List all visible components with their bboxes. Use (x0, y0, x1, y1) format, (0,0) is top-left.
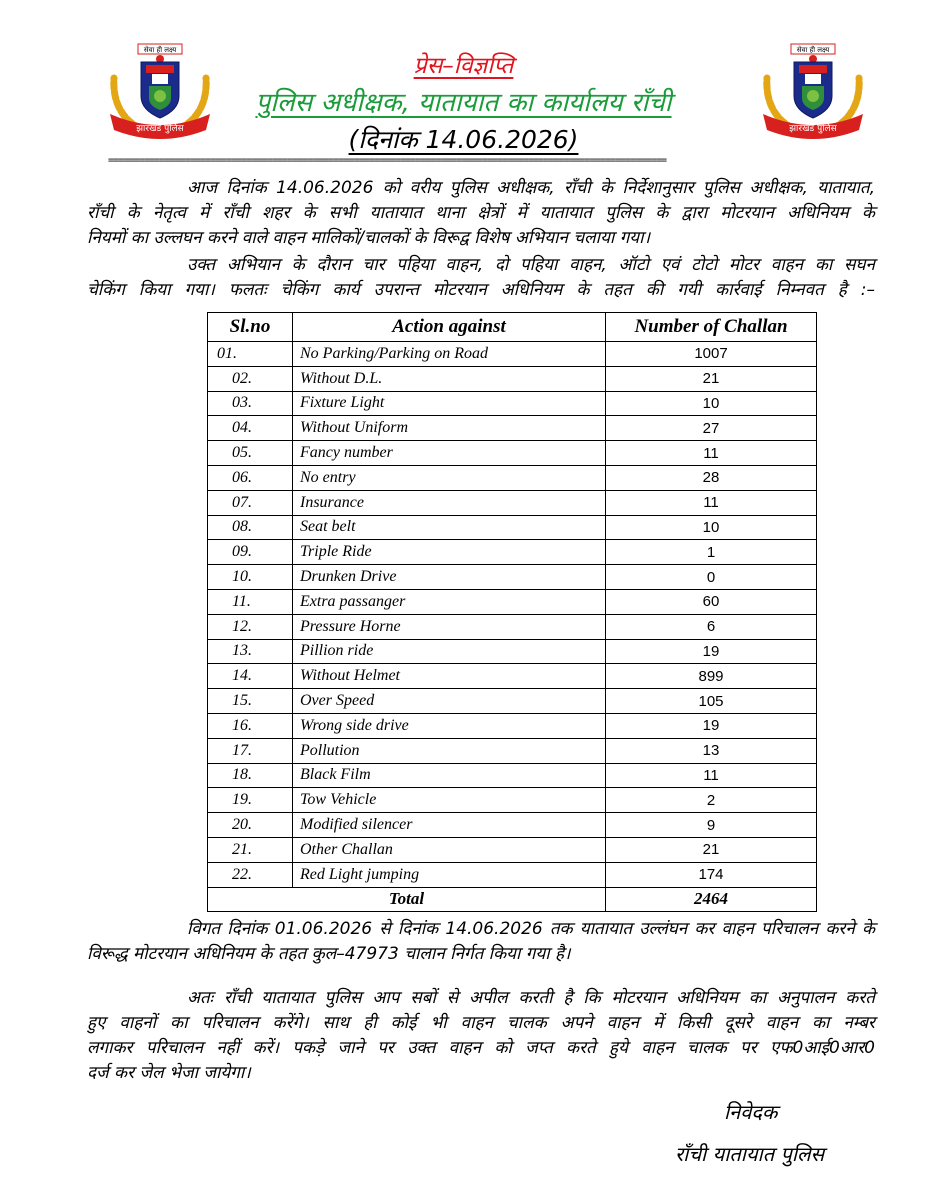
row-action: Over Speed (293, 689, 606, 714)
row-action: Black Film (293, 763, 606, 788)
table-row (208, 738, 817, 763)
row-count: 10 (606, 515, 817, 540)
table-row (208, 639, 817, 664)
row-count: 19 (606, 713, 817, 738)
text-line: दर्ज कर जेल भेजा जायेगा। (87, 1063, 251, 1083)
emblem-motto: सेवा ही लक्ष्य (143, 46, 177, 54)
office-title: पुलिस अधीक्षक, यातायात का कार्यालय राँची (255, 88, 672, 118)
row-count: 11 (606, 441, 817, 466)
row-slno: 08. (208, 515, 293, 540)
table-row (208, 441, 817, 466)
row-action: Tow Vehicle (293, 788, 606, 813)
text-line: अतः राँची यातायात पुलिस आप सबों से अपील करती है कि मोटरयान अधिनियम का अनुपालन करते (187, 988, 875, 1008)
row-count: 21 (606, 837, 817, 862)
row-action: Other Challan (293, 837, 606, 862)
row-action: Modified silencer (293, 813, 606, 838)
row-count: 9 (606, 813, 817, 838)
row-slno: 14. (208, 664, 293, 689)
row-count: 10 (606, 391, 817, 416)
table-row (208, 465, 817, 490)
row-slno: 16. (208, 713, 293, 738)
row-slno: 19. (208, 788, 293, 813)
row-slno: 09. (208, 540, 293, 565)
table-row (208, 342, 817, 367)
table-row (208, 837, 817, 862)
row-count: 6 (606, 614, 817, 639)
row-action: Pressure Horne (293, 614, 606, 639)
table-row (208, 540, 817, 565)
emblem-ribbon-text: झारखंड पुलिस (136, 124, 184, 134)
table-row (208, 788, 817, 813)
text-line: लगाकर परिचालन नहीं करें। पकड़े जाने पर उक्त वाहन को जप्त करते हुये वाहन चालक पर एफ0आई0आर0 (87, 1038, 875, 1058)
table-row (208, 515, 817, 540)
table-row (208, 589, 817, 614)
row-action: Red Light jumping (293, 862, 606, 887)
row-count: 11 (606, 490, 817, 515)
paragraph-intro (87, 176, 875, 251)
separator-line: ============================================================================================================= (108, 156, 667, 166)
table-header-row (208, 313, 817, 342)
table-row (208, 689, 817, 714)
paragraph-campaign (87, 253, 875, 303)
row-action: Extra passanger (293, 589, 606, 614)
col-header-action: Action against (293, 313, 606, 342)
row-slno: 02. (208, 366, 293, 391)
text-line: चेकिंग किया गया। फलतः चेकिंग कार्य उपरान्त मोटरयान अधिनियम के तहत की गयी कार्रवाई निम्नवत है :– (87, 280, 875, 300)
text-line: आज दिनांक 14.06.2026 को वरीय पुलिस अधीक्षक, राँची के निर्देशानुसार पुलिस अधीक्षक, यातायात, (187, 178, 875, 198)
challan-table (207, 312, 817, 912)
row-count: 11 (606, 763, 817, 788)
row-slno: 07. (208, 490, 293, 515)
total-label: Total (208, 887, 606, 912)
paragraph-appeal (87, 986, 875, 1086)
row-slno: 01. (208, 342, 293, 367)
release-date: (दिनांक 14.06.2026) (348, 125, 579, 154)
row-count: 21 (606, 366, 817, 391)
row-action: Without Uniform (293, 416, 606, 441)
table-total-row (208, 887, 817, 912)
table-row (208, 813, 817, 838)
row-slno: 20. (208, 813, 293, 838)
text-line: हुए वाहनों का परिचालन करेंगे। साथ ही कोई भी वाहन चालक अपने वाहन में किसी दूसरे वाहन का नम्बर (87, 1013, 875, 1033)
table-row (208, 416, 817, 441)
table-row (208, 713, 817, 738)
text-line: विरूद्ध मोटरयान अधिनियम के तहत कुल–47973 चालान निर्गत किया गया है। (87, 944, 571, 964)
row-count: 1007 (606, 342, 817, 367)
row-action: Pillion ride (293, 639, 606, 664)
row-action: Seat belt (293, 515, 606, 540)
row-action: Without Helmet (293, 664, 606, 689)
row-count: 105 (606, 689, 817, 714)
table-row (208, 391, 817, 416)
row-slno: 11. (208, 589, 293, 614)
row-action: Without D.L. (293, 366, 606, 391)
text-line: विगत दिनांक 01.06.2026 से दिनांक 14.06.2026 तक यातायात उल्लंघन कर वाहन परिचालन करने के (187, 919, 875, 939)
table-row (208, 490, 817, 515)
total-value: 2464 (606, 887, 817, 912)
row-action: Drunken Drive (293, 565, 606, 590)
row-slno: 04. (208, 416, 293, 441)
row-slno: 12. (208, 614, 293, 639)
paragraph-period-summary (87, 917, 875, 967)
row-slno: 13. (208, 639, 293, 664)
row-count: 28 (606, 465, 817, 490)
table-row (208, 565, 817, 590)
row-action: Wrong side drive (293, 713, 606, 738)
signature-label: निवेदक (724, 1100, 778, 1124)
row-slno: 17. (208, 738, 293, 763)
table-row (208, 614, 817, 639)
row-slno: 03. (208, 391, 293, 416)
row-count: 0 (606, 565, 817, 590)
signature-office: राँची यातायात पुलिस (675, 1142, 825, 1166)
row-count: 2 (606, 788, 817, 813)
table-row (208, 862, 817, 887)
row-count: 60 (606, 589, 817, 614)
col-header-count: Number of Challan (606, 313, 817, 342)
row-slno: 21. (208, 837, 293, 862)
table-row (208, 763, 817, 788)
row-action: No Parking/Parking on Road (293, 342, 606, 367)
row-action: Fancy number (293, 441, 606, 466)
text-line: नियमों का उल्लघन करने वाले वाहन मालिकों/चालकों के विरूद्व विशेष अभियान चलाया गया। (87, 228, 651, 248)
row-slno: 15. (208, 689, 293, 714)
emblem-ribbon-text: झारखंड पुलिस (789, 124, 837, 134)
text-line: राँची के नेतृत्व में राँची शहर के सभी यातायात थाना क्षेत्रों में यातायात पुलिस के द्वारा मोटरयान अधिनियम के (87, 203, 875, 223)
row-count: 13 (606, 738, 817, 763)
press-release-title: प्रेस–विज्ञप्ति (413, 53, 514, 79)
row-count: 899 (606, 664, 817, 689)
row-count: 1 (606, 540, 817, 565)
row-slno: 10. (208, 565, 293, 590)
table-row (208, 366, 817, 391)
row-action: Pollution (293, 738, 606, 763)
row-count: 19 (606, 639, 817, 664)
row-action: Insurance (293, 490, 606, 515)
row-action: Triple Ride (293, 540, 606, 565)
row-slno: 05. (208, 441, 293, 466)
row-action: Fixture Light (293, 391, 606, 416)
row-slno: 06. (208, 465, 293, 490)
table-row (208, 664, 817, 689)
row-count: 27 (606, 416, 817, 441)
emblem-motto: सेवा ही लक्ष्य (796, 46, 830, 54)
col-header-slno: Sl.no (208, 313, 293, 342)
row-action: No entry (293, 465, 606, 490)
row-slno: 22. (208, 862, 293, 887)
text-line: उक्त अभियान के दौरान चार पहिया वाहन, दो पहिया वाहन, ऑटो एवं टोटो मोटर वाहन का सघन (187, 255, 875, 275)
row-count: 174 (606, 862, 817, 887)
row-slno: 18. (208, 763, 293, 788)
